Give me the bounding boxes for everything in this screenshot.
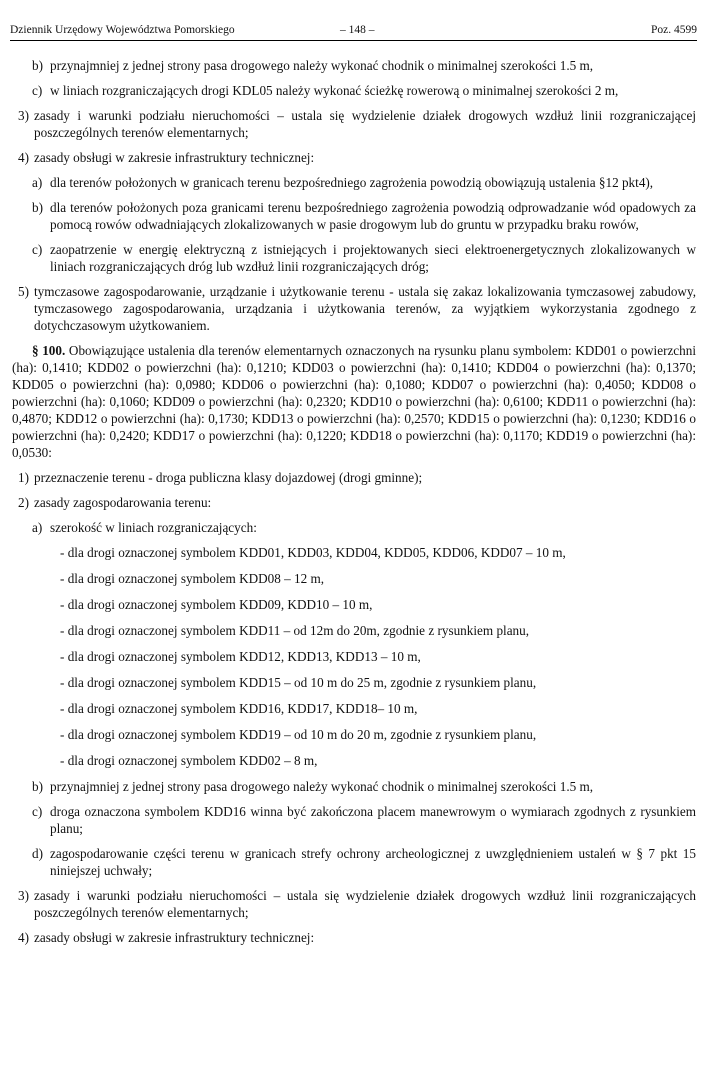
section-paragraph [12, 342, 696, 461]
item-text: przynajmniej z jednej strony pasa drogowego należy wykonać chodnik o minimalnej szerokości 1.5 m, [50, 779, 594, 794]
item-text: droga oznaczona symbolem KDD16 winna być zakończona placem manewrowym o wymiarach zgodnych z rysunkiem planu; [50, 804, 696, 836]
list-item [12, 887, 696, 921]
list-item [12, 469, 696, 486]
list-item [12, 174, 696, 191]
dash-item: - dla drogi oznaczonej symbolem KDD19 – od 10 m do 20 m, zgodnie z rysunkiem planu, [60, 727, 537, 742]
item-marker: b) [32, 779, 43, 794]
dash-item: - dla drogi oznaczonej symbolem KDD16, KDD17, KDD18– 10 m, [60, 701, 418, 716]
document-body [12, 57, 696, 954]
item-marker: d) [32, 846, 43, 861]
item-text: przynajmniej z jednej strony pasa drogowego należy wykonać chodnik o minimalnej szerokości 1.5 m, [50, 58, 594, 73]
list-item [12, 494, 696, 511]
dash-item: - dla drogi oznaczonej symbolem KDD11 – od 12m do 20m, zgodnie z rysunkiem planu, [60, 623, 530, 638]
dash-item: - dla drogi oznaczonej symbolem KDD12, KDD13, KDD13 – 10 m, [60, 649, 421, 664]
item-text: zasady i warunki podziału nieruchomości – ustala się wydzielenie działek drogowych wzdłuż linii rozgraniczających poszczególnych terenów elementarnych; [34, 888, 696, 920]
item-marker: c) [32, 242, 43, 257]
item-text: zasady zagospodarowania terenu: [34, 495, 212, 510]
list-item [12, 929, 696, 946]
page-number: – 148 – [340, 24, 375, 36]
list-item [12, 803, 696, 837]
item-text: dla terenów położonych poza granicami terenu bezpośredniego zagrożenia powodzią odprowadzanie wód opadowych za pomocą rowów odwadniających zlokalizowanych w pasie drogowym lub do gruntu w przypadku braku rowów, [50, 200, 696, 232]
list-item [12, 241, 696, 275]
list-item [12, 845, 696, 879]
item-text: szerokość w liniach rozgraniczających: [50, 520, 257, 535]
item-marker: c) [32, 804, 43, 819]
item-marker: c) [32, 83, 43, 98]
item-text: zasady obsługi w zakresie infrastruktury technicznej: [34, 930, 315, 945]
journal-title: Dziennik Urzędowy Województwa Pomorskiego [10, 24, 235, 36]
item-marker: b) [32, 200, 43, 215]
item-marker: 1) [18, 470, 29, 485]
item-marker: 4) [18, 150, 29, 165]
dash-item: - dla drogi oznaczonej symbolem KDD01, KDD03, KDD04, KDD05, KDD06, KDD07 – 10 m, [60, 545, 566, 560]
item-text: zagospodarowanie części terenu w granicach strefy ochrony archeologicznej z uwzględnieniem ustaleń w § 7 pkt 15 niniejszej uchwały; [50, 846, 696, 878]
section-heading: § 100. [32, 343, 66, 358]
item-marker: a) [32, 520, 43, 535]
dash-item: - dla drogi oznaczonej symbolem KDD09, KDD10 – 10 m, [60, 597, 373, 612]
item-text: przeznaczenie terenu - droga publiczna klasy dojazdowej (drogi gminne); [34, 470, 423, 485]
item-text: zaopatrzenie w energię elektryczną z istniejących i projektowanych sieci elektroenergetycznych zlokalizowanych w liniach rozgraniczających dróg lub wzdłuż linii rozgraniczających dróg; [50, 242, 696, 274]
list-item [12, 778, 696, 795]
list-item [12, 107, 696, 141]
item-marker: a) [32, 175, 43, 190]
position-number: Poz. 4599 [651, 24, 697, 36]
list-item [12, 519, 696, 536]
item-text: zasady i warunki podziału nieruchomości – ustala się wydzielenie działek drogowych wzdłuż linii rozgraniczającej poszczególnych terenów elementarnych; [34, 108, 696, 140]
item-marker: 3) [18, 888, 29, 903]
item-marker: 3) [18, 108, 29, 123]
dash-item: - dla drogi oznaczonej symbolem KDD15 – od 10 m do 25 m, zgodnie z rysunkiem planu, [60, 675, 537, 690]
dash-item: - dla drogi oznaczonej symbolem KDD02 – 8 m, [60, 753, 318, 768]
list-item [12, 283, 696, 334]
item-marker: b) [32, 58, 43, 73]
dash-item: - dla drogi oznaczonej symbolem KDD08 – 12 m, [60, 571, 325, 586]
list-item [12, 199, 696, 233]
section-text: Obowiązujące ustalenia dla terenów elementarnych oznaczonych na rysunku planu symbolem: KDD01 o powierzchni (ha): 0,1410; KDD02 o powierzchni (ha): 0,1210; KDD03 o powierzchni (ha): 0,1410; KDD04 o powierzchni (ha): 0,1370; KDD05 o powierzchni (ha): 0,0980; KDD06 o powierzchni (ha): 0,1080; KDD07 o powierzchni (ha): 0,4050; KDD08 o powierzchni (ha): 0,1060; KDD09 o powierzchni (ha): 0,2320; KDD10 o powierzchni (ha): 0,6100; KDD11 o powierzchni (ha): 0,4870; KDD12 o powierzchni (ha): 0,1730; KDD13 o powierzchni (ha): 0,2570; KDD15 o powierzchni (ha): 0,1230; KDD16 o powierzchni (ha): 0,2420; KDD17 o powierzchni (ha): 0,1220; KDD18 o powierzchni (ha): 0,1170; KDD19 o powierzchni (ha): 0,0530: [12, 343, 697, 460]
item-marker: 2) [18, 495, 29, 510]
item-text: w liniach rozgraniczających drogi KDL05 należy wykonać ścieżkę rowerową o minimalnej szerokości 2 m, [50, 83, 619, 98]
item-text: zasady obsługi w zakresie infrastruktury technicznej: [34, 150, 315, 165]
item-marker: 5) [18, 284, 29, 299]
item-marker: 4) [18, 930, 29, 945]
list-item [12, 82, 696, 99]
item-text: dla terenów położonych w granicach terenu bezpośredniego zagrożenia powodzią obowiązują ustalenia §12 pkt4), [50, 175, 654, 190]
list-item [12, 57, 696, 74]
page-header [10, 24, 697, 41]
list-item [12, 149, 696, 166]
item-text: tymczasowe zagospodarowanie, urządzanie i użytkowanie terenu - ustala się zakaz lokalizowania tymczasowej zabudowy, tymczasowego zagospodarowania, urządzania i użytkowania terenów, za wyjątkiem wykorzystania zgodnego z dotychczasowym użytkowaniem. [34, 284, 696, 333]
